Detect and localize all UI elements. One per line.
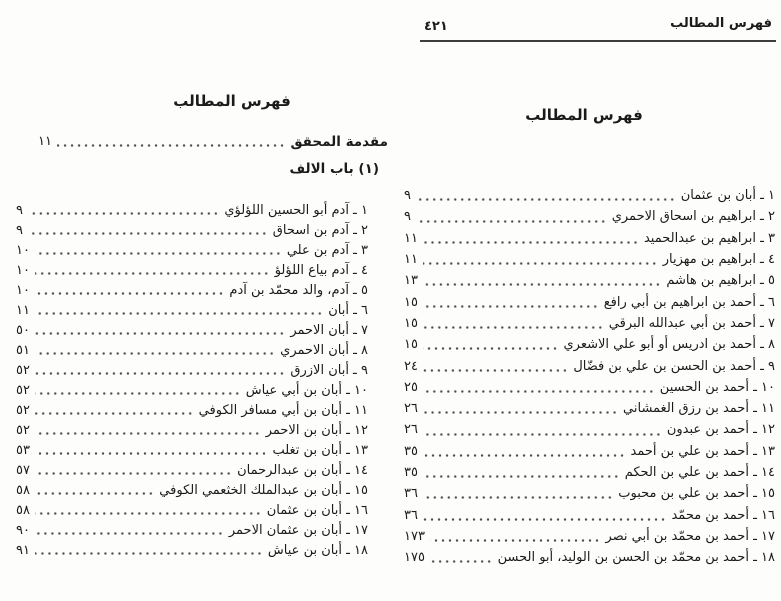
toc-entry-row	[404, 441, 775, 462]
entry-label: ١٠ ـ أحمد بن الحسين	[659, 379, 775, 395]
toc-entry-row	[16, 380, 368, 400]
entry-page-number: ٩	[16, 202, 23, 218]
entry-page-number: ٥٣	[16, 442, 30, 458]
dot-leader	[423, 483, 613, 504]
toc-entry-row	[404, 185, 775, 206]
running-head-title: فهرس المطالب	[670, 16, 772, 31]
entry-label: ١ ـ أبان بن عثمان	[680, 188, 775, 204]
entry-page-number: ١١	[38, 134, 52, 149]
entry-page-number: ٥٧	[16, 462, 30, 478]
entry-label: ٢ ـ آدم بن اسحاق	[272, 222, 368, 238]
dot-leader	[423, 441, 626, 462]
entry-page-number: ١٧٣	[404, 528, 425, 544]
entry-label: ١٢ ـ أبان بن الاحمر	[265, 422, 368, 438]
dot-leader	[423, 313, 604, 334]
entry-label: ١٧ ـ أحمد بن محمّد بن أبي نصر	[605, 528, 775, 544]
entry-page-number: ١١	[404, 230, 418, 246]
right-page-title: فهرس المطالب	[525, 106, 643, 124]
dot-leader	[35, 400, 194, 420]
toc-entry-row	[16, 300, 368, 320]
entry-page-number: ٢٦	[404, 401, 418, 417]
toc-entry-row	[404, 206, 775, 227]
section-heading: (١) باب الالف	[289, 161, 379, 177]
dot-leader	[423, 504, 667, 525]
entry-label: ٩ ـ أبان الازرق	[290, 362, 368, 378]
dot-leader	[423, 334, 559, 355]
toc-entry-row	[404, 270, 775, 291]
entry-label: ٨ ـ أحمد بن ادريس أو أبو علي الاشعري	[563, 337, 775, 353]
entry-page-number: ٥٨	[16, 502, 30, 518]
dot-leader	[35, 520, 224, 540]
entry-page-number: ٣٥	[404, 465, 418, 480]
entry-page-number: ١٥	[404, 337, 418, 353]
entry-page-number: ٩٠	[16, 522, 30, 538]
dot-leader	[423, 228, 639, 249]
dot-leader	[423, 462, 620, 483]
toc-entry-row	[16, 520, 368, 540]
dot-leader	[430, 547, 493, 568]
toc-entry-row	[16, 480, 368, 500]
toc-entry-row	[404, 504, 775, 525]
dot-leader	[423, 270, 661, 291]
entry-page-number: ٥١	[16, 342, 30, 358]
toc-entry-row	[16, 400, 368, 420]
toc-entry-row	[16, 240, 368, 260]
entry-page-number: ٢٦	[404, 422, 418, 438]
entry-page-number: ٢٥	[404, 379, 418, 395]
entry-page-number: ٩	[16, 222, 23, 238]
entry-page-number: ٥٢	[16, 382, 30, 398]
entry-label: ٣ ـ ابراهيم بن عبدالحميد	[643, 230, 775, 246]
dot-leader	[28, 220, 268, 240]
toc-entry-row	[404, 483, 775, 504]
entry-label: ٦ ـ أحمد بن ابراهيم بن أبي رافع	[603, 294, 775, 310]
entry-page-number: ٩١	[16, 542, 30, 558]
toc-entry-row	[16, 280, 368, 300]
entry-page-number: ١١	[404, 252, 418, 268]
dot-leader	[35, 540, 263, 560]
toc-entry-row	[16, 320, 368, 340]
toc-entry-row	[404, 526, 775, 547]
toc-entry-row	[16, 420, 368, 440]
toc-entry-row	[404, 547, 775, 568]
entry-label: ١٣ ـ أحمد بن علي بن أحمد	[630, 443, 775, 459]
entry-label: ١٥ ـ أحمد بن علي بن محبوب	[618, 486, 775, 502]
toc-entry-row	[404, 249, 775, 270]
dot-leader	[35, 260, 270, 280]
dot-leader	[35, 300, 323, 320]
toc-entry-row	[16, 360, 368, 380]
entry-label: ٤ ـ آدم بياع اللؤلؤ	[274, 262, 368, 278]
entry-label: ٩ ـ أحمد بن الحسن بن علي بن فضّال	[573, 358, 775, 374]
left-page-title: فهرس المطالب	[173, 92, 291, 110]
toc-entry-row	[404, 398, 775, 419]
dot-leader	[35, 480, 154, 500]
entry-page-number: ٣٥	[404, 443, 418, 459]
toc-entry-row	[16, 260, 368, 280]
entry-page-number: ٩	[404, 188, 411, 204]
entry-label: ١٦ ـ أحمد بن محمّد	[671, 507, 775, 523]
entry-page-number: ٥٢	[16, 422, 30, 438]
dot-leader	[423, 355, 568, 376]
dot-leader	[35, 240, 282, 260]
entry-label: ٢ ـ ابراهيم بن اسحاق الاحمري	[611, 209, 775, 225]
toc-intro-row	[38, 131, 388, 152]
entry-label: ٥ ـ ابراهيم بن هاشم	[666, 273, 775, 289]
entry-label: ١٧ ـ أبان بن عثمان الاحمر	[228, 522, 368, 538]
dot-leader	[416, 185, 676, 206]
dot-leader	[28, 200, 219, 220]
toc-entry-row	[404, 291, 775, 312]
dot-leader	[423, 249, 658, 270]
entry-label: ١٦ ـ أبان بن عثمان	[266, 502, 368, 518]
entry-label: ٧ ـ أبان الاحمر	[290, 322, 368, 338]
entry-page-number: ٣٦	[404, 486, 418, 502]
toc-entry-row	[404, 228, 775, 249]
entry-label: ١ ـ آدم أبو الحسين اللؤلؤي	[224, 202, 368, 218]
entry-label: ٨ ـ أبان الاحمري	[280, 342, 368, 358]
entry-label: ١١ ـ أحمد بن رزق الغمشاني	[623, 401, 775, 417]
dot-leader	[35, 500, 262, 520]
toc-list-left	[16, 200, 368, 560]
entry-label: ١٣ ـ أبان بن تغلب	[272, 442, 368, 458]
toc-entry-row	[404, 462, 775, 483]
entry-page-number: ١١	[16, 302, 30, 318]
entry-label: مقدمة المحقق	[290, 133, 388, 150]
dot-leader	[35, 420, 261, 440]
dot-leader	[423, 291, 599, 312]
header-rule-divider	[420, 40, 776, 42]
entry-page-number: ١٥	[404, 315, 418, 331]
dot-leader	[35, 460, 232, 480]
toc-entry-row	[404, 334, 775, 355]
entry-label: ١٤ ـ أحمد بن علي بن الحكم	[624, 465, 775, 480]
toc-entry-row	[16, 200, 368, 220]
entry-page-number: ١٥	[404, 294, 418, 310]
entry-page-number: ٣٦	[404, 507, 418, 523]
entry-page-number: ٥٨	[16, 482, 30, 498]
toc-entry-row	[16, 460, 368, 480]
dot-leader	[35, 380, 241, 400]
dot-leader	[35, 440, 268, 460]
entry-page-number: ٥٢	[16, 402, 30, 418]
toc-entry-row	[16, 340, 368, 360]
entry-page-number: ٩	[404, 209, 411, 225]
dot-leader	[430, 526, 601, 547]
entry-label: ١٠ ـ أبان بن أبي عياش	[245, 382, 368, 398]
dot-leader	[35, 360, 285, 380]
toc-entry-row	[16, 540, 368, 560]
toc-entry-row	[404, 313, 775, 334]
entry-page-number: ١٠	[16, 242, 30, 258]
entry-label: ١٨ ـ أبان بن عياش	[267, 542, 368, 558]
entry-label: ٤ ـ ابراهيم بن مهزيار	[662, 252, 775, 268]
toc-entry-row	[404, 419, 775, 440]
entry-page-number: ١٧٥	[404, 550, 425, 566]
entry-label: ١٥ ـ أبان بن عبدالملك الخثعمي الكوفي	[159, 482, 368, 498]
entry-label: ٦ ـ أبان	[328, 302, 368, 318]
toc-list-right	[404, 185, 775, 568]
entry-label: ١١ ـ أبان بن أبي مسافر الكوفي	[198, 402, 368, 418]
dot-leader	[423, 419, 662, 440]
toc-entry-row	[16, 220, 368, 240]
entry-page-number: ١٠	[16, 282, 30, 298]
dot-leader	[423, 377, 655, 398]
entry-page-number: ٥٠	[16, 322, 30, 338]
entry-label: ١٢ ـ أحمد بن عبدون	[666, 422, 775, 438]
entry-page-number: ١٠	[16, 262, 30, 278]
toc-entry-row	[404, 355, 775, 376]
entry-label: ٥ ـ آدم، والد محمّد بن آدم	[229, 282, 368, 298]
page-number: ٤٢١	[424, 19, 448, 34]
entry-label: ١٨ ـ أحمد بن محمّد بن الحسن بن الوليد، أبو الحسن	[497, 550, 775, 566]
entry-page-number: ٢٤	[404, 358, 418, 374]
dot-leader	[416, 206, 607, 227]
entry-page-number: ٥٢	[16, 362, 30, 378]
dot-leader	[35, 320, 285, 340]
dot-leader	[423, 398, 618, 419]
entry-page-number: ١٣	[404, 273, 418, 289]
toc-entry-row	[404, 377, 775, 398]
entry-label: ٣ ـ آدم بن علي	[286, 242, 368, 258]
dot-leader	[57, 131, 286, 152]
dot-leader	[35, 280, 224, 300]
entry-label: ١٤ ـ أبان بن عبدالرحمان	[237, 462, 368, 478]
toc-entry-row	[16, 440, 368, 460]
entry-label: ٧ ـ أحمد بن أبي عبدالله البرقي	[608, 315, 775, 331]
dot-leader	[35, 340, 275, 360]
toc-entry-row	[16, 500, 368, 520]
